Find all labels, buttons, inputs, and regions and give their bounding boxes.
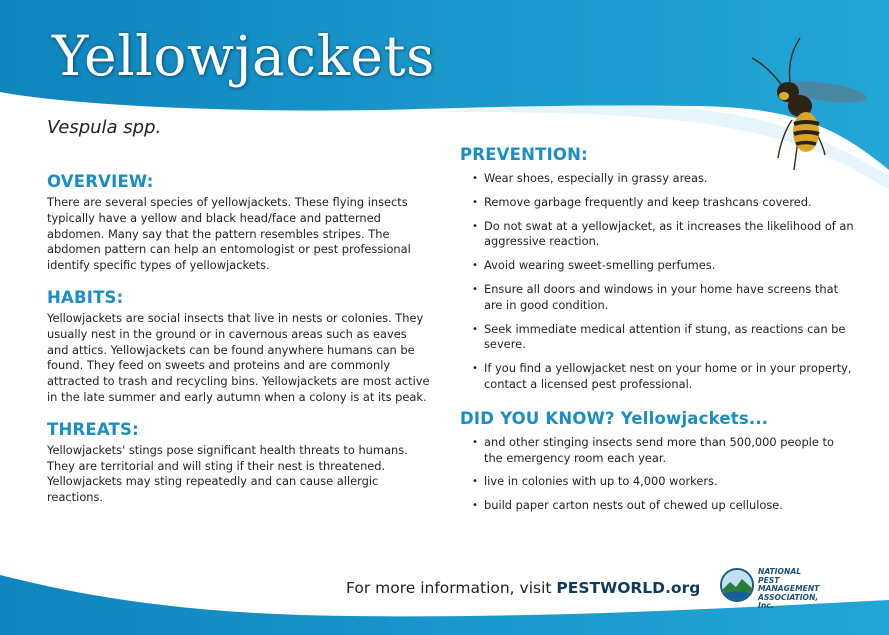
overview-heading: OVERVIEW: <box>47 172 154 191</box>
prevention-list <box>460 171 855 393</box>
page-title: Yellowjackets <box>52 24 435 88</box>
left-column <box>47 172 431 520</box>
list-item: • Do not swat at a yellowjacket, as it increases the likelihood of an aggressive reaction. <box>460 219 855 251</box>
npma-logo-text: NATIONAL PEST MANAGEMENT ASSOCIATION, Inc. <box>758 567 820 611</box>
list-item: • If you find a yellowjacket nest on your home or in your property, contact a licensed pest professional. <box>460 361 855 393</box>
did-you-know-heading: DID YOU KNOW? Yellowjackets... <box>460 408 769 428</box>
list-item: • Seek immediate medical attention if stung, as reactions can be severe. <box>460 322 855 354</box>
list-item: • build paper carton nests out of chewed up cellulose. <box>460 498 855 514</box>
pestworld-link[interactable]: PESTWORLD.org <box>556 579 701 597</box>
threats-heading: THREATS: <box>47 419 139 439</box>
list-item: • Avoid wearing sweet-smelling perfumes. <box>460 258 855 274</box>
list-item: • Remove garbage frequently and keep trashcans covered. <box>460 195 855 211</box>
right-column <box>460 145 855 530</box>
did-you-know-list <box>460 435 855 514</box>
npma-logo-icon <box>720 568 754 602</box>
footer-prefix: For more information, visit <box>346 579 557 597</box>
footer-info <box>346 579 700 597</box>
habits-heading: HABITS: <box>47 287 124 307</box>
overview-text: There are several species of yellowjackets. These flying insects typically have a yellow and black head/face and patterned abdomen. Many say that the pattern resembles stripes. The abdomen pattern can help an entomologist or pest professional identify specific types of yellowjackets. <box>47 195 411 273</box>
habits-text: Yellowjackets are social insects that live in nests or colonies. They usually nest in the ground or in cavernous areas such as eaves and attics. Yellowjackets can be found anywhere humans can be found. They feed on sweets and proteins and are commonly attracted to trash and recycling bins. Yellowjackets are most active in the late summer and early autumn when a colony is at its peak. <box>47 310 430 404</box>
list-item: • Wear shoes, especially in grassy areas. <box>460 171 855 187</box>
list-item: • and other stinging insects send more than 500,000 people to the emergency room each year. <box>460 435 855 467</box>
list-item: • Ensure all doors and windows in your home have screens that are in good condition. <box>460 282 855 314</box>
npma-logo <box>720 566 830 611</box>
threats-text: Yellowjackets' stings pose significant health threats to humans. They are territorial and will sting if their nest is threatened. Yellowjackets may sting repeatedly and can cause allergic reactions. <box>47 442 408 505</box>
prevention-heading: PREVENTION: <box>460 145 588 164</box>
scientific-name: Vespula spp. <box>47 117 162 138</box>
list-item: • live in colonies with up to 4,000 workers. <box>460 474 855 490</box>
